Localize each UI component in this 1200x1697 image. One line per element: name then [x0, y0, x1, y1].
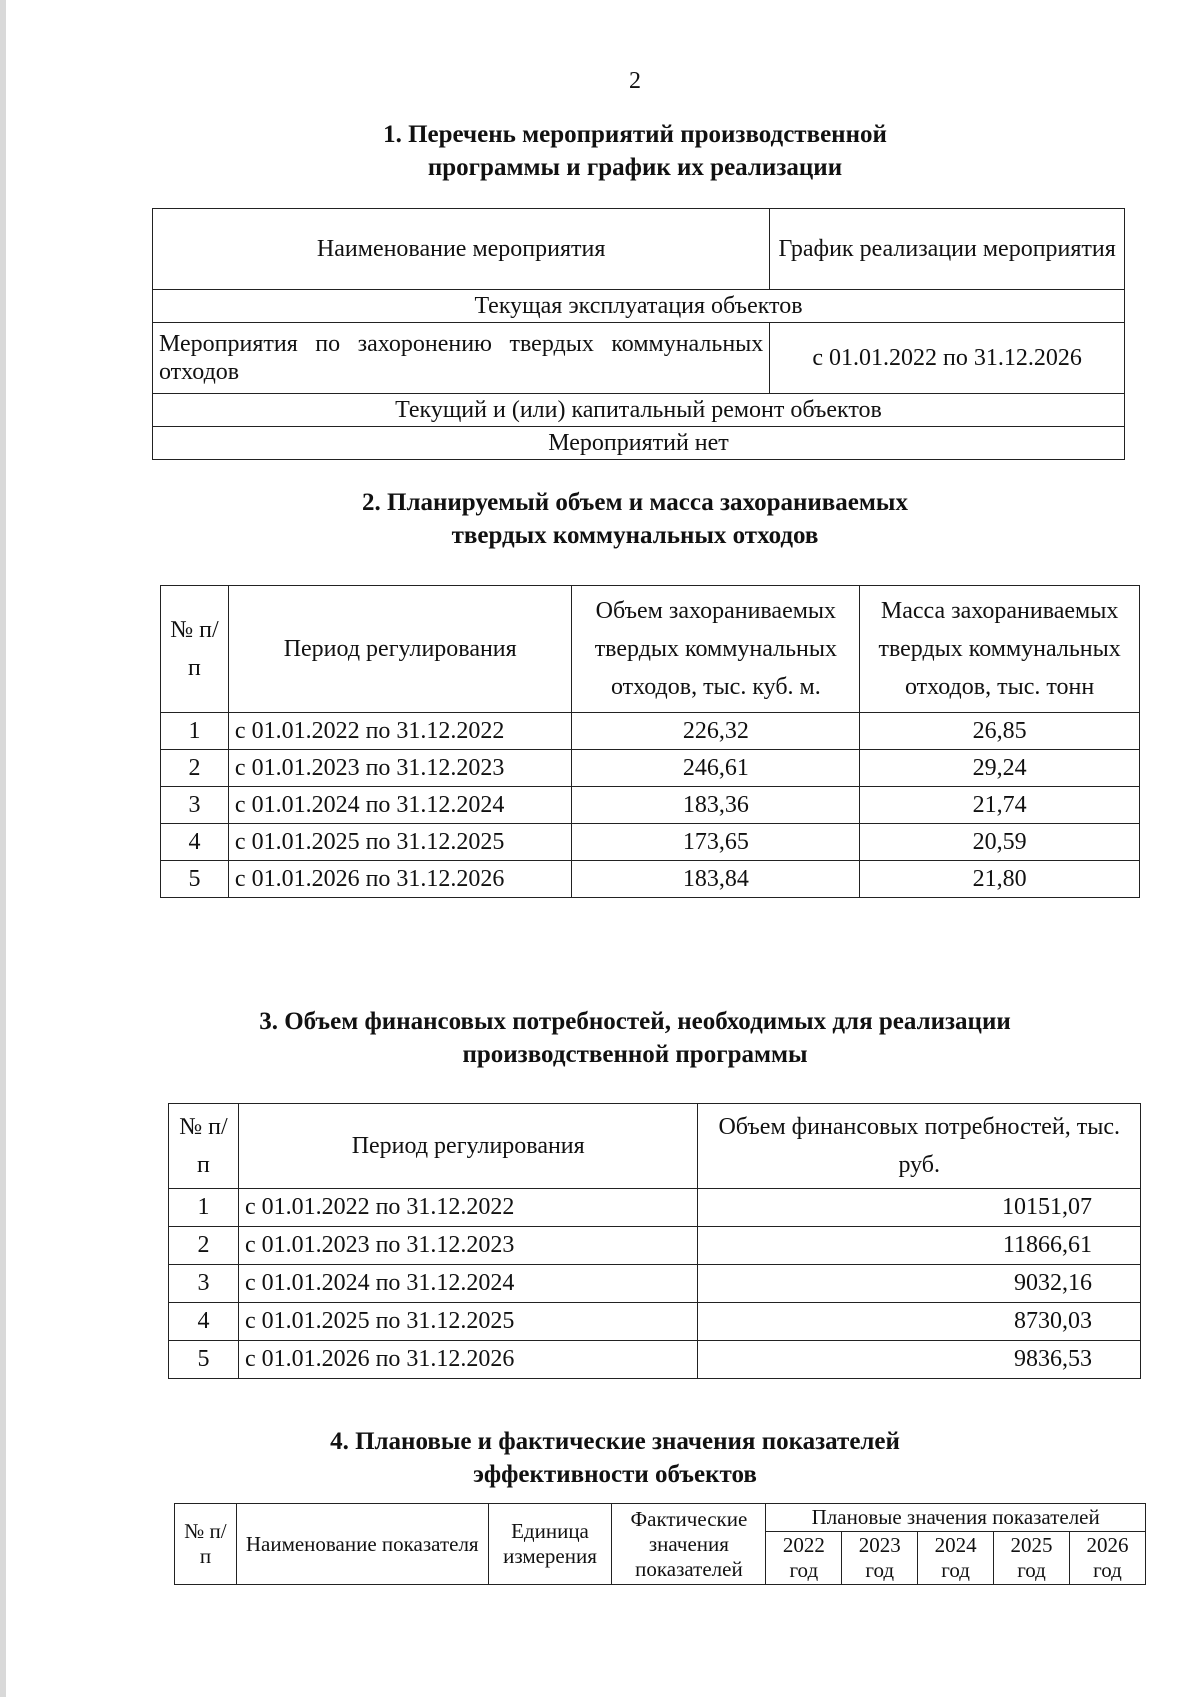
- row-period: с 01.01.2022 по 31.12.2022: [238, 1189, 698, 1227]
- row-volume: 183,84: [572, 861, 860, 898]
- col-header-period: Период регулирования: [238, 1104, 698, 1189]
- row-period: с 01.01.2023 по 31.12.2023: [228, 750, 572, 787]
- row-num: 5: [161, 861, 229, 898]
- row-num: 1: [161, 713, 229, 750]
- row-num: 2: [161, 750, 229, 787]
- section2-title: [0, 486, 1200, 552]
- row-amount: 11866,61: [698, 1227, 1141, 1265]
- section4-title-line1: 4. Плановые и фактические значения показателей: [330, 1428, 900, 1455]
- col-header-year: 2024 год: [918, 1532, 994, 1585]
- section3-title-line1: 3. Объем финансовых потребностей, необходимых для реализации: [259, 1008, 1011, 1035]
- activities-table: [152, 208, 1125, 460]
- row-period: с 01.01.2025 по 31.12.2025: [238, 1303, 698, 1341]
- table-row: [169, 1227, 1141, 1265]
- section1-title: [0, 118, 1200, 184]
- group-row-operation: Текущая эксплуатация объектов: [153, 290, 1125, 323]
- row-mass: 21,80: [860, 861, 1140, 898]
- row-amount: 8730,03: [698, 1303, 1141, 1341]
- col-header-num: № п/п: [169, 1104, 239, 1189]
- row-num: 3: [169, 1265, 239, 1303]
- table-row: [169, 1265, 1141, 1303]
- row-period: с 01.01.2025 по 31.12.2025: [228, 824, 572, 861]
- row-mass: 21,74: [860, 787, 1140, 824]
- indicators-table: [174, 1503, 1146, 1585]
- row-num: 2: [169, 1227, 239, 1265]
- group-row-repair-note: Мероприятий нет: [153, 427, 1125, 460]
- col-header-planned: Плановые значения показателей: [766, 1504, 1146, 1532]
- col-header-unit: Единица измерения: [488, 1504, 612, 1585]
- row-num: 5: [169, 1341, 239, 1379]
- row-volume: 173,65: [572, 824, 860, 861]
- row-amount: 9032,16: [698, 1265, 1141, 1303]
- row-period: с 01.01.2026 по 31.12.2026: [238, 1341, 698, 1379]
- row-period: с 01.01.2023 по 31.12.2023: [238, 1227, 698, 1265]
- col-header-mass: Масса захораниваемых твердых коммунальных отходов, тыс. тонн: [860, 586, 1140, 713]
- section3-title-line2: производственной программы: [462, 1041, 808, 1068]
- section2-title-line1: 2. Планируемый объем и масса захораниваемых: [362, 489, 908, 516]
- row-mass: 26,85: [860, 713, 1140, 750]
- page-number: 2: [629, 68, 641, 94]
- row-period: с 01.01.2024 по 31.12.2024: [228, 787, 572, 824]
- row-amount: 10151,07: [698, 1189, 1141, 1227]
- section2-title-line2: твердых коммунальных отходов: [451, 522, 819, 549]
- col-header-name: Наименование показателя: [236, 1504, 488, 1585]
- section4-title-line2: эффективности объектов: [473, 1461, 757, 1488]
- row-num: 3: [161, 787, 229, 824]
- section1-title-line2: программы и график их реализации: [427, 154, 843, 181]
- row-volume: 246,61: [572, 750, 860, 787]
- row-mass: 20,59: [860, 824, 1140, 861]
- table-row: [161, 787, 1140, 824]
- table-row: [169, 1189, 1141, 1227]
- col-header-year: 2025 год: [994, 1532, 1070, 1585]
- row-period: с 01.01.2024 по 31.12.2024: [238, 1265, 698, 1303]
- row-mass: 29,24: [860, 750, 1140, 787]
- col-header-year: 2023 год: [842, 1532, 918, 1585]
- col-header-name: Наименование мероприятия: [153, 209, 770, 290]
- table-row: [161, 824, 1140, 861]
- col-header-schedule: График реализации мероприятия: [770, 209, 1125, 290]
- waste-volume-table: [160, 585, 1140, 898]
- activity-name: Мероприятия по захоронению твердых коммунальных отходов: [153, 323, 770, 394]
- group-row-repair: Текущий и (или) капитальный ремонт объектов: [153, 394, 1125, 427]
- section4-title: [0, 1425, 1200, 1491]
- row-num: 4: [161, 824, 229, 861]
- section3-title: [0, 1005, 1200, 1071]
- row-num: 4: [169, 1303, 239, 1341]
- col-header-amount: Объем финансовых потребностей, тыс. руб.: [698, 1104, 1141, 1189]
- col-header-year: 2022 год: [766, 1532, 842, 1585]
- table-row: [161, 861, 1140, 898]
- row-amount: 9836,53: [698, 1341, 1141, 1379]
- section1-title-line1: 1. Перечень мероприятий производственной: [383, 121, 887, 148]
- row-volume: 226,32: [572, 713, 860, 750]
- col-header-actual: Фактические значения показателей: [612, 1504, 766, 1585]
- row-volume: 183,36: [572, 787, 860, 824]
- col-header-num: № п/п: [175, 1504, 237, 1585]
- table-row: [169, 1341, 1141, 1379]
- col-header-num: № п/п: [161, 586, 229, 713]
- col-header-period: Период регулирования: [228, 586, 572, 713]
- col-header-year: 2026 год: [1069, 1532, 1145, 1585]
- col-header-volume: Объем захораниваемых твердых коммунальных отходов, тыс. куб. м.: [572, 586, 860, 713]
- financial-needs-table: [168, 1103, 1141, 1379]
- row-period: с 01.01.2026 по 31.12.2026: [228, 861, 572, 898]
- row-period: с 01.01.2022 по 31.12.2022: [228, 713, 572, 750]
- table-row: [161, 713, 1140, 750]
- row-num: 1: [169, 1189, 239, 1227]
- table-row: [161, 750, 1140, 787]
- table-row: [169, 1303, 1141, 1341]
- activity-schedule: с 01.01.2022 по 31.12.2026: [770, 323, 1125, 394]
